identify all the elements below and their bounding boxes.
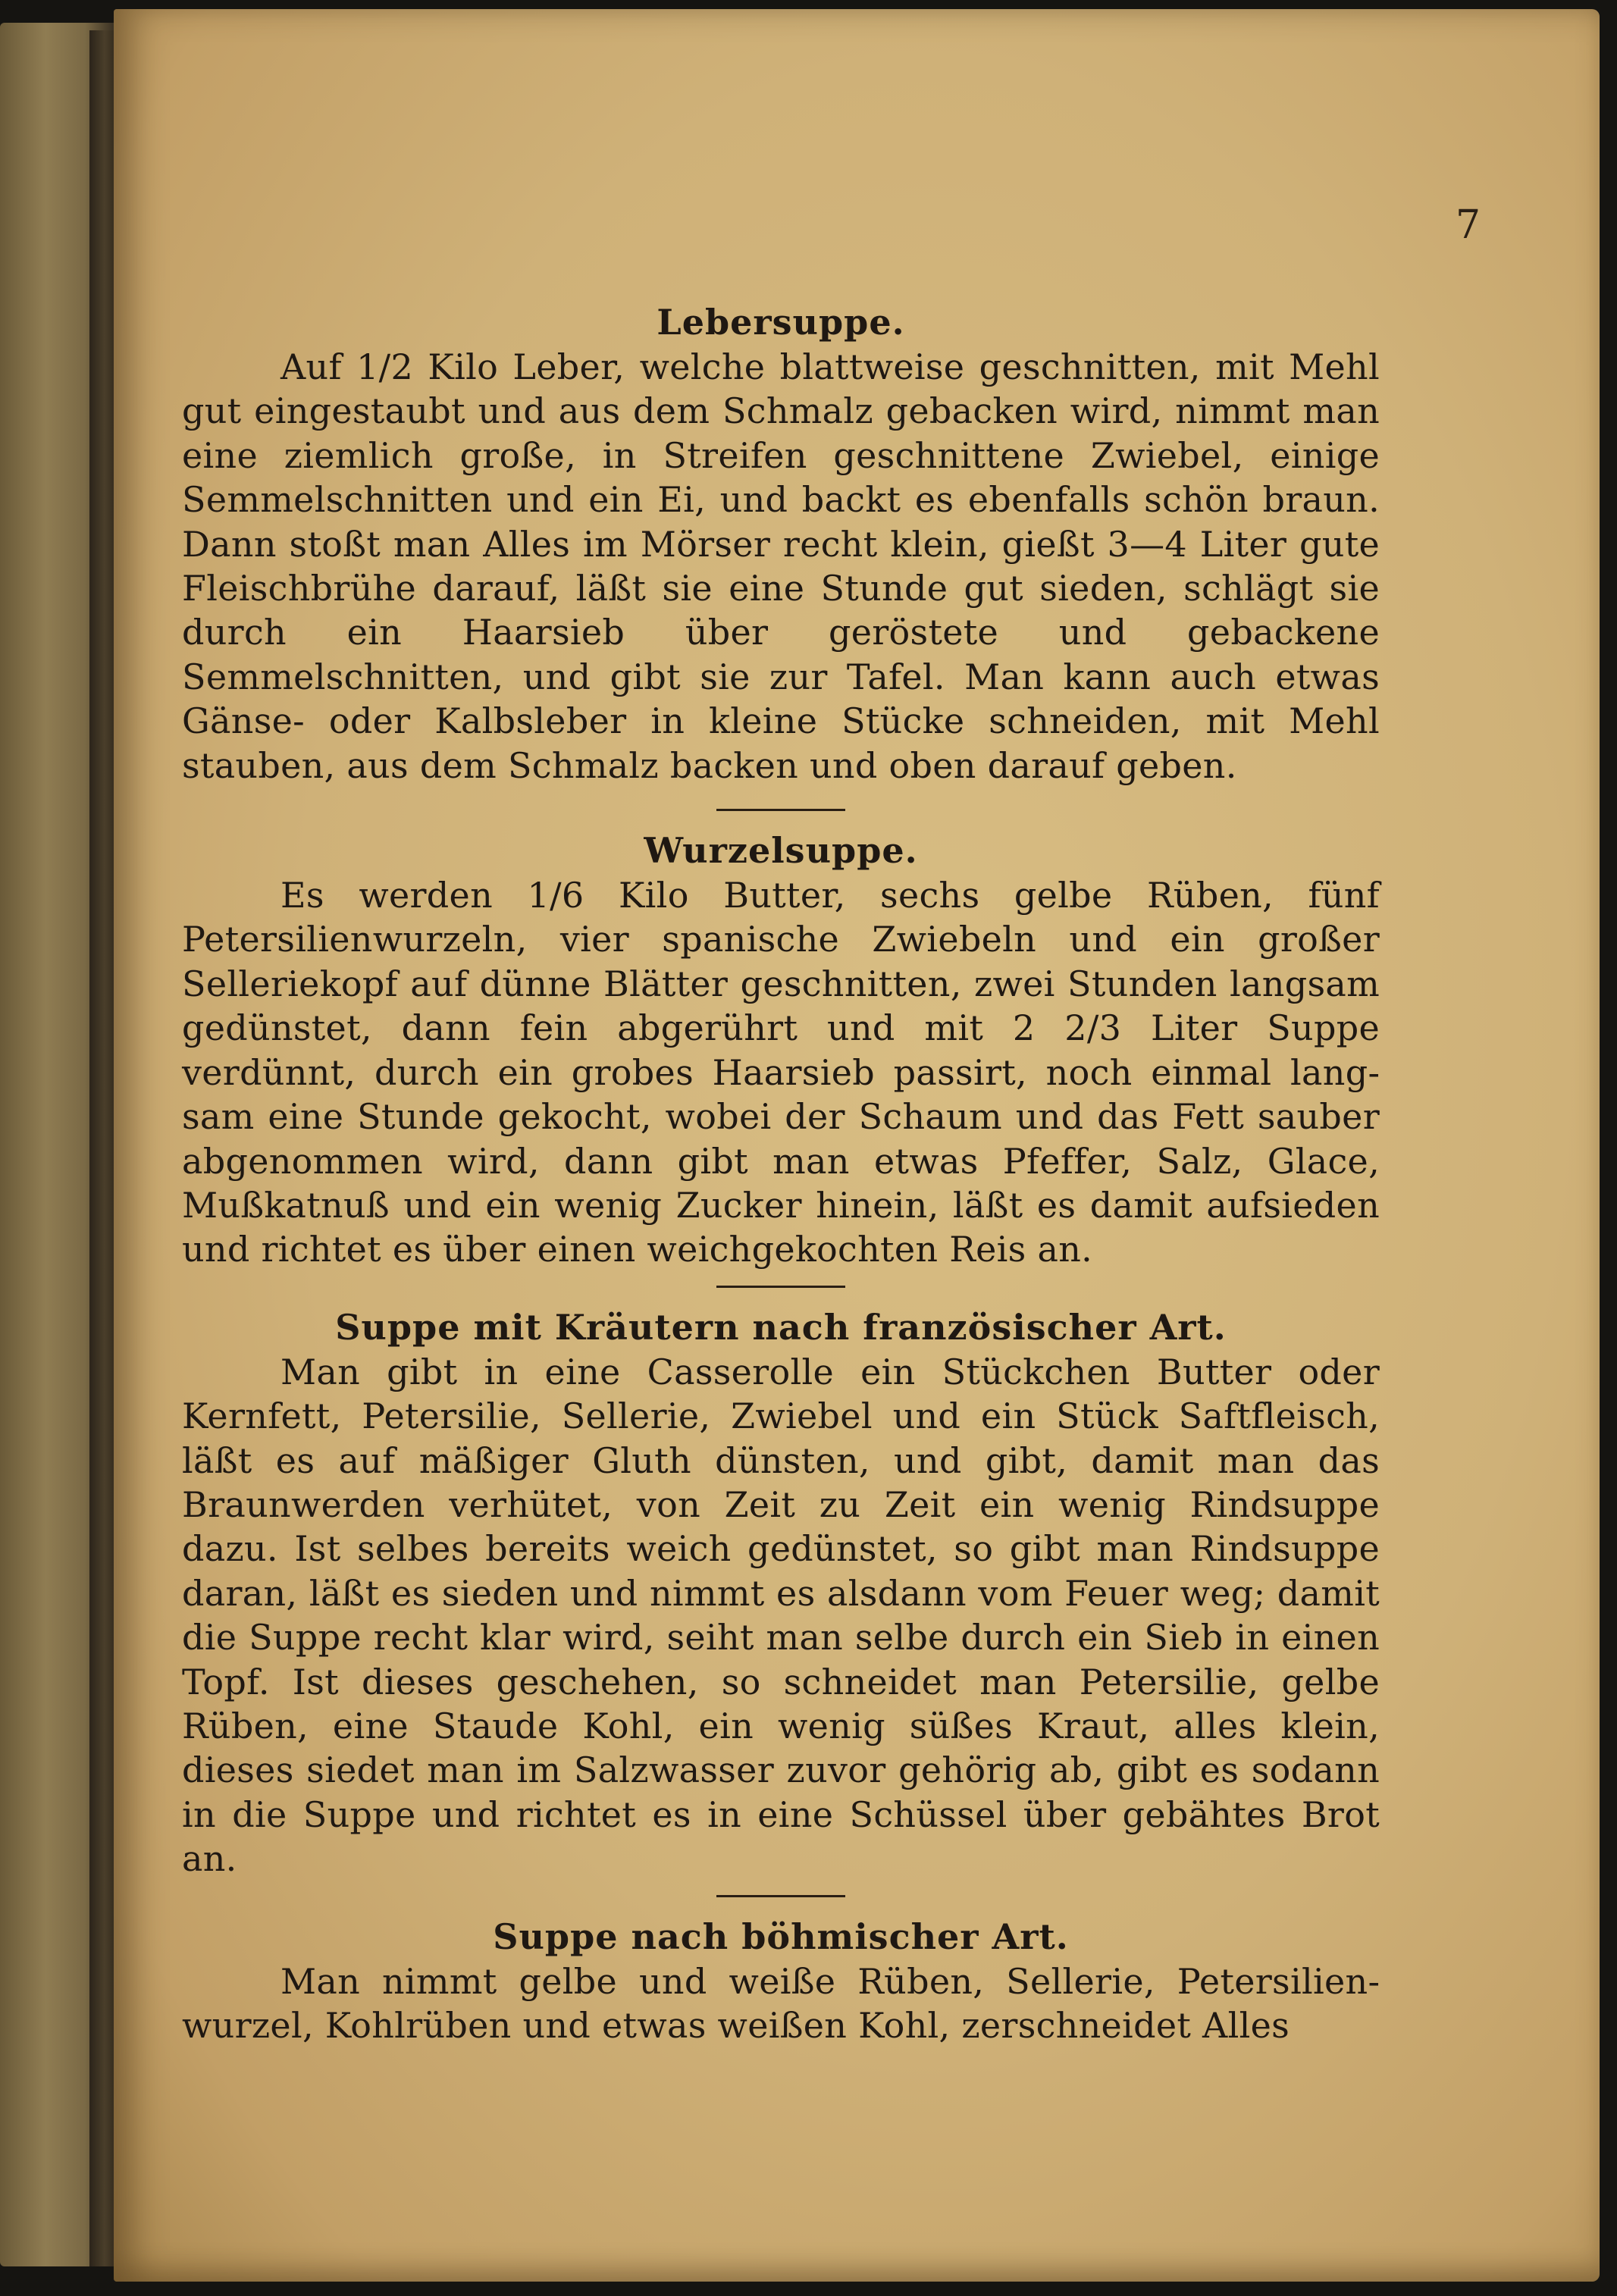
page-content — [182, 299, 1380, 2047]
page-number: 7 — [1456, 202, 1481, 248]
section-text: Man gibt in eine Casserolle ein Stückchen Butter oder Kernfett, Petersilie, Sellerie, Zwiebel und ein Stück Saftfleisch, läßt es auf mäßiger Gluth dünsten, und gibt, damit man das Braunwerden verhütet, von Zeit zu Zeit ein wenig Rindsuppe dazu. Ist selbes bereits weich gedünstet, so gibt man Rindsuppe daran, läßt es sieden und nimmt es alsdann vom Feuer weg; damit die Suppe recht klar wird, seiht man selbe durch ein Sieb in einen Topf. Ist dieses geschehen, so schneidet man Petersilie, gelbe Rüben, eine Staude Kohl, ein wenig süßes Kraut, alles klein, dieses siedet man im Salzwasser zuvor gehörig ab, gibt es sodann in die Suppe und richtet es in eine Schüssel über gebähtes Brot an. — [182, 1351, 1380, 1880]
section-divider — [716, 1895, 845, 1897]
section-text: Es werden 1/6 Kilo Butter, sechs gelbe Rüben, fünf Petersilienwurzeln, vier spanische Zwiebeln und ein großer Selleriekopf auf dünne Blätter geschnitten, zwei Stunden langsam gedünstet, dann fein abgerührt und mit 2 2/3 Liter Suppe verdünnt, durch ein grobes Haarsieb passirt, noch einmal langsam eine Stunde gekocht, wobei der Schaum und das Fett sauber abgenommen wird, dann gibt man etwas Pfeffer, Salz, Glace, Mußkatnuß und ein wenig Zucker hinein, läßt es damit aufsieden und richtet es über einen weichgekochten Reis an. — [182, 875, 1380, 1270]
section-divider — [716, 1286, 845, 1288]
section-text: Auf 1/2 Kilo Leber, welche blattweise geschnitten, mit Mehl gut eingestaubt und aus dem Schmalz gebacken wird, nimmt man eine ziemlich große, in Streifen geschnittene Zwiebel, einige Semmelschnitten und ein Ei, und backt es ebenfalls schön braun. Dann stoßt man Alles im Mörser recht klein, gießt 3—4 Liter gute Fleischbrühe darauf, läßt sie eine Stunde gut sieden, schlägt sie durch ein Haarsieb über geröstete und gebackene Semmelschnitten, und gibt sie zur Tafel. Man kann auch etwas Gänse- oder Kalbsleber in kleine Stücke schneiden, mit Mehl stauben, aus dem Schmalz backen und oben darauf geben. — [182, 346, 1380, 786]
section-heading: Lebersuppe. — [657, 302, 905, 343]
section-heading: Suppe mit Kräutern nach französischer Art. — [335, 1306, 1227, 1348]
section-heading: Wurzelsuppe. — [644, 830, 918, 872]
section-divider — [716, 809, 845, 811]
section-text: Man nimmt gelbe und weiße Rüben, Sellerie, Petersilienwurzel, Kohlrüben und etwas weißen Kohl, zerschneidet Alles — [182, 1960, 1380, 2046]
section-heading: Suppe nach böhmischer Art. — [493, 1915, 1069, 1957]
